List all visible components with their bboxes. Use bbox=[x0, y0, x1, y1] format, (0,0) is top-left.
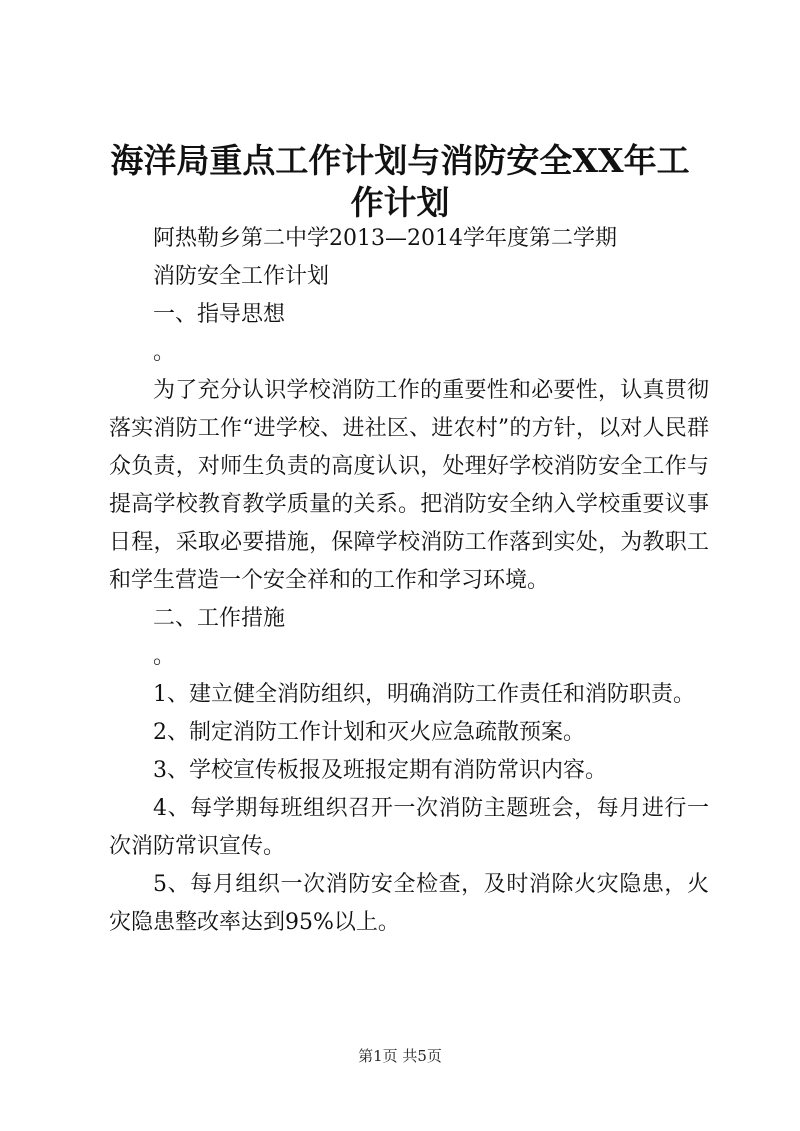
document-body bbox=[109, 220, 709, 942]
measure-item-1: 1、建立健全消防组织，明确消防工作责任和消防职责。 bbox=[153, 682, 695, 707]
measure-item-3: 3、学校宣传板报及班报定期有消防常识内容。 bbox=[153, 758, 607, 783]
section-heading-work-measures: 二、工作措施 bbox=[153, 606, 286, 631]
section-heading-guiding-ideology: 一、指导思想 bbox=[153, 302, 286, 327]
page-number-footer: 第1页 共5页 bbox=[358, 1047, 442, 1065]
measure-item-5: 5、每月组织一次消防安全检查，及时消除火灾隐患，火灾隐患整改率达到95%以上。 bbox=[109, 872, 709, 935]
measure-item-4: 4、每学期每班组织召开一次消防主题班会，每月进行一次消防常识宣传。 bbox=[109, 796, 709, 859]
separator-mark: 。 bbox=[153, 644, 176, 669]
guiding-ideology-paragraph: 为了充分认识学校消防工作的重要性和必要性，认真贯彻落实消防工作“进学校、进社区、进农村”的方针，以对人民群众负责，对师生负责的高度认识，处理好学校消防安全工作与提高学校教育教学质量的关系。把消防安全纳入学校重要议事日程，采取必要措施，保障学校消防工作落到实处，为教职工和学生营造一个安全祥和的工作和学习环境。 bbox=[109, 378, 709, 593]
school-term-line: 阿热勒乡第二中学2013—2014学年度第二学期 bbox=[153, 226, 617, 251]
measure-item-2: 2、制定消防工作计划和灭火应急疏散预案。 bbox=[153, 720, 585, 745]
plan-subtitle: 消防安全工作计划 bbox=[153, 264, 330, 289]
separator-mark: 。 bbox=[153, 340, 176, 365]
document-title: 海洋局重点工作计划与消防安全XX年工作计划 bbox=[110, 141, 690, 222]
